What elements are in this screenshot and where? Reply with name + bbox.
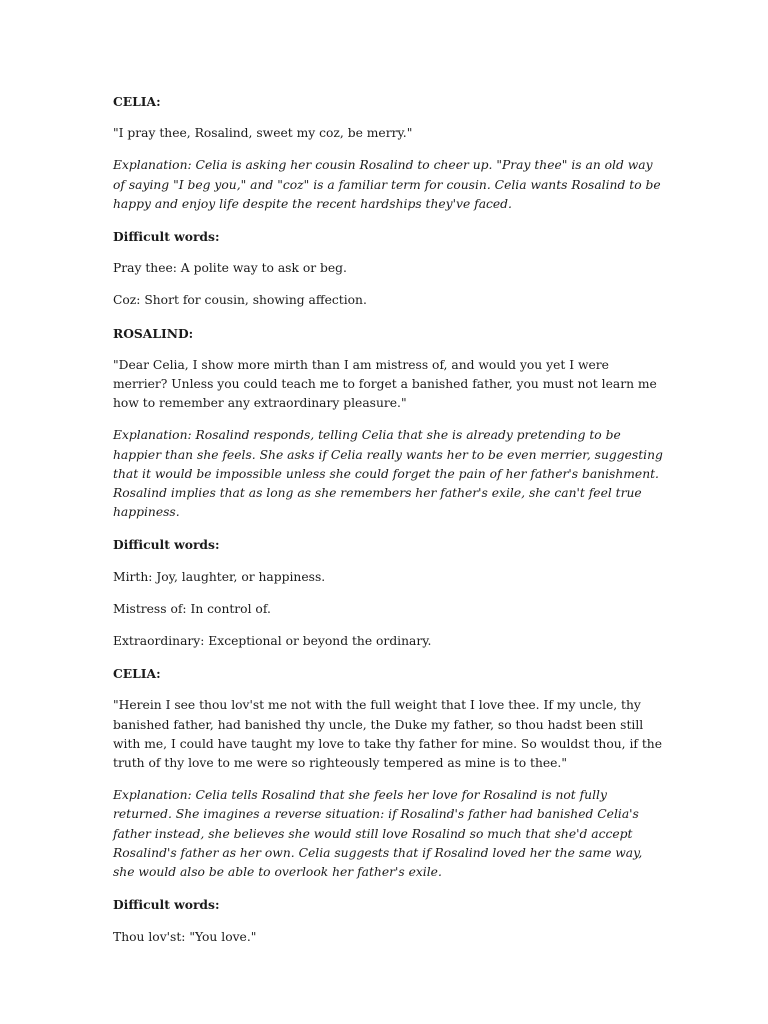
difficult-words-heading: Difficult words: — [113, 537, 220, 553]
definition-item: Pray thee: A polite way to ask or beg. — [113, 261, 347, 276]
definition-item: Mistress of: In control of. — [113, 601, 271, 616]
speaker-label: ROSALIND: — [113, 325, 194, 341]
explanation-paragraph: Explanation: Celia tells Rosalind that she feels her love for Rosalind is not fully returned. She imagines a reverse situation: if Rosalind's father had banished Celia's father instead, she believes she would still love Rosalind so much that she'd accept Rosalind's father as her own. Celia suggests that if Rosalind loved her the same way, she would also be able to overlook her father's exile. — [113, 788, 643, 880]
definition-item: Thou lov'st: "You love." — [113, 929, 257, 944]
quote-line: "I pray thee, Rosalind, sweet my coz, be merry." — [113, 126, 413, 141]
difficult-words-heading: Difficult words: — [113, 897, 220, 913]
quote-line: "Dear Celia, I show more mirth than I am mistress of, and would you yet I were merrier? Unless you could teach me to forget a banished father, you must not learn me how to remember any extraordinary pleasure." — [113, 357, 657, 411]
speaker-label: CELIA: — [113, 666, 161, 682]
explanation-paragraph: Explanation: Rosalind responds, telling Celia that she is already pretending to be happier than she feels. She asks if Celia really wants her to be even merrier, suggesting that it would be impossible unless she could forget the pain of her father's banishment. Rosalind implies that as long as she remembers her father's exile, she can't feel true happiness. — [113, 428, 663, 520]
quote-line: "Herein I see thou lov'st me not with the full weight that I love thee. If my uncle, thy banished father, had banished thy uncle, the Duke my father, so thou hadst been still with me, I could have taught my love to take thy father for mine. So wouldst thou, if the truth of thy love to me were so righteously tempered as mine is to thee." — [113, 698, 663, 771]
explanation-paragraph: Explanation: Celia is asking her cousin Rosalind to cheer up. "Pray thee" is an old way of saying "I beg you," and "coz" is a familiar term for cousin. Celia wants Rosalind to be happy and enjoy life despite the recent hardships they've faced. — [113, 158, 661, 211]
definition-item: Mirth: Joy, laughter, or happiness. — [113, 569, 326, 584]
definition-item: Coz: Short for cousin, showing affection. — [113, 293, 367, 308]
definition-item: Extraordinary: Exceptional or beyond the ordinary. — [113, 634, 432, 649]
speaker-label: CELIA: — [113, 94, 161, 109]
document-page — [113, 92, 663, 960]
difficult-words-heading: Difficult words: — [113, 229, 220, 245]
